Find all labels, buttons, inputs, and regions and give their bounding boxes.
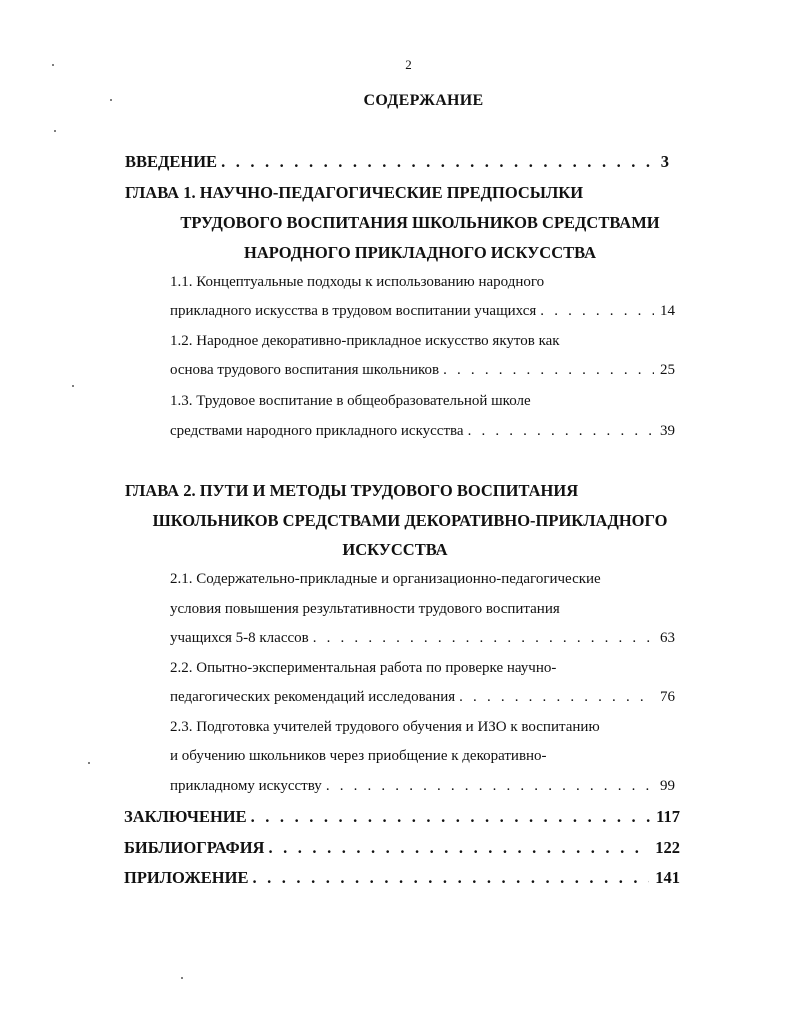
toc-label: учащихся 5-8 классов	[170, 630, 309, 646]
toc-section-1-2-last-line	[170, 362, 675, 379]
chapter-2-heading: ГЛАВА 2. ПУТИ И МЕТОДЫ ТРУДОВОГО ВОСПИТАНИЯ	[125, 481, 579, 500]
scan-speck	[54, 130, 56, 132]
toc-section-1-2: 1.2. Народное декоративно-прикладное искусство якутов как	[170, 333, 560, 349]
scan-speck	[52, 64, 54, 66]
dot-leader	[443, 362, 654, 379]
toc-section-1-3: 1.3. Трудовое воспитание в общеобразовательной школе	[170, 393, 531, 409]
dot-leader	[326, 778, 654, 795]
page-number: 2	[405, 57, 412, 72]
scan-speck	[88, 762, 90, 764]
toc-label: ПРИЛОЖЕНИЕ	[124, 868, 249, 887]
chapter-1-heading-line-3: НАРОДНОГО ПРИКЛАДНОГО ИСКУССТВА	[243, 243, 596, 262]
toc-section-1-3-last-line	[170, 423, 675, 440]
toc-section-2-3: 2.3. Подготовка учителей трудового обучения и ИЗО к воспитанию	[170, 719, 600, 735]
dot-leader	[252, 868, 649, 888]
dot-leader	[313, 630, 654, 647]
page-title: СОДЕРЖАНИЕ	[363, 92, 484, 109]
toc-section-2-1-last-line	[170, 630, 675, 647]
scan-speck	[110, 99, 112, 101]
toc-page-number: 25	[660, 362, 675, 378]
toc-section-2-3-last-line	[170, 778, 675, 795]
toc-entry-intro	[125, 152, 669, 172]
dot-leader	[459, 689, 654, 706]
dot-leader	[251, 807, 651, 827]
toc-page-number: 117	[656, 807, 680, 826]
toc-label: ЗАКЛЮЧЕНИЕ	[124, 807, 247, 826]
toc-page-number: 141	[655, 868, 680, 887]
toc-label: педагогических рекомендаций исследования	[170, 689, 456, 705]
toc-page-number: 63	[660, 630, 675, 646]
chapter-1-heading-line-2: ТРУДОВОГО ВОСПИТАНИЯ ШКОЛЬНИКОВ СРЕДСТВАМИ	[180, 213, 660, 232]
toc-section-2-2-last-line	[170, 689, 675, 706]
toc-label: прикладному искусству	[170, 778, 322, 794]
chapter-2-heading-line-2: ШКОЛЬНИКОВ СРЕДСТВАМИ ДЕКОРАТИВНО-ПРИКЛАДНОГО	[152, 511, 668, 530]
chapter-1-heading: ГЛАВА 1. НАУЧНО-ПЕДАГОГИЧЕСКИЕ ПРЕДПОСЫЛКИ	[125, 183, 584, 202]
toc-entry-conclusion	[124, 807, 680, 827]
toc-page-number: 3	[660, 152, 669, 171]
toc-label: средствами народного прикладного искусства	[170, 423, 464, 439]
dot-leader	[268, 838, 649, 858]
toc-section-2-3-line-2: и обучению школьников через приобщение к декоративно-	[170, 748, 547, 764]
toc-section-2-1: 2.1. Содержательно-прикладные и организационно-педагогические	[170, 571, 601, 587]
toc-section-2-1-line-2: условия повышения результативности трудового воспитания	[170, 601, 560, 617]
toc-page-number: 99	[660, 778, 675, 794]
toc-label: ВВЕДЕНИЕ	[125, 152, 218, 171]
scan-speck	[181, 977, 183, 979]
dot-leader	[468, 423, 654, 440]
toc-section-1-1: 1.1. Концептуальные подходы к использованию народного	[170, 274, 545, 290]
toc-page-number: 14	[660, 303, 675, 319]
toc-section-2-2: 2.2. Опытно-экспериментальная работа по проверке научно-	[170, 660, 557, 676]
toc-entry-bibliography	[124, 838, 680, 858]
dot-leader	[540, 303, 654, 320]
toc-page-number: 76	[660, 689, 675, 705]
toc-label: основа трудового воспитания школьников	[170, 362, 440, 378]
dot-leader	[221, 152, 655, 172]
toc-label: БИБЛИОГРАФИЯ	[124, 838, 265, 857]
toc-section-1-1-last-line	[170, 303, 675, 320]
toc-entry-appendix	[124, 868, 680, 888]
chapter-2-heading-line-3: ИСКУССТВА	[342, 540, 448, 559]
scan-speck	[72, 385, 74, 387]
toc-page-number: 39	[660, 423, 675, 439]
toc-label: прикладного искусства в трудовом воспитании учащихся	[170, 303, 537, 319]
toc-page-number: 122	[655, 838, 680, 857]
